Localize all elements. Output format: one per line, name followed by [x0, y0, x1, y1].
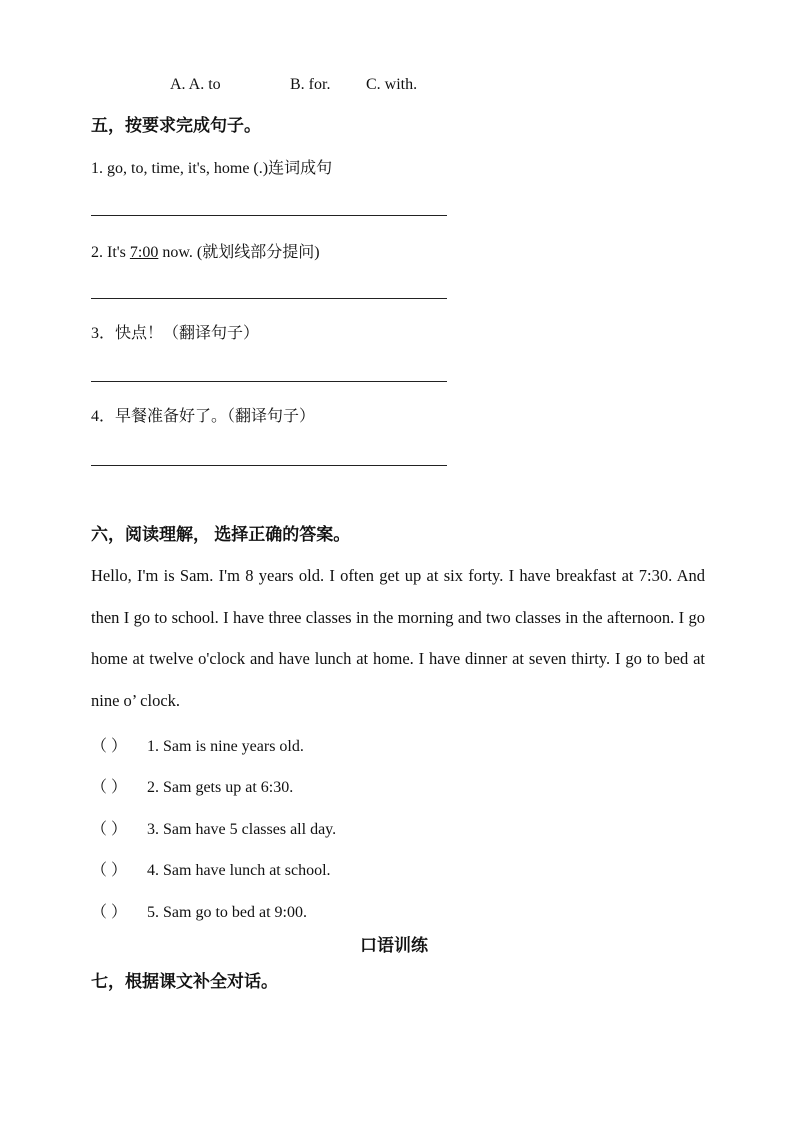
tf-item-4: [91, 857, 331, 880]
answer-line-2: [91, 298, 447, 299]
answer-paren: （ ）: [91, 738, 128, 755]
tf-item-text: 1. Sam is nine years old.: [147, 738, 304, 755]
answer-line-1: [91, 215, 447, 216]
reading-passage: Hello, I'm is Sam. I'm 8 years old. I often get up at six forty. I have breakfast at 7:30. And then I go to school. I have three classes in the morning and two classes in the afternoon. I go home at twelve o'clock and have lunch at home. I have dinner at seven thirty. I go to bed at nine o’ clock.: [91, 566, 705, 710]
section-7-title: 七，根据课文补全对话。: [91, 972, 278, 991]
question-2-suffix: now. (就划线部分提问): [158, 244, 320, 261]
option-b: B. for.: [290, 76, 331, 93]
tf-item-1: [91, 733, 304, 756]
section-5-title: 五，按要求完成句子。: [91, 116, 261, 135]
tf-item-text: 3. Sam have 5 classes all day.: [147, 821, 337, 838]
answer-paren: （ ）: [91, 779, 128, 796]
tf-item-text: 5. Sam go to bed at 9:00.: [147, 904, 307, 921]
question-2: [91, 239, 320, 262]
tf-item-3: [91, 816, 336, 839]
oral-training-title: 口语训练: [360, 936, 428, 955]
question-2-underlined: 7:00: [129, 244, 159, 261]
section-6-title: 六，阅读理解， 选择正确的答案。: [91, 525, 351, 544]
option-c: C. with.: [366, 76, 418, 93]
answer-paren: （ ）: [91, 904, 128, 921]
tf-item-2: [91, 774, 293, 797]
answer-paren: （ ）: [91, 862, 128, 879]
question-2-prefix: 2. It's: [91, 244, 130, 261]
question-1: 1. go, to, time, it's, home (.)连词成句: [91, 160, 333, 177]
answer-paren: （ ）: [91, 821, 128, 838]
tf-item-text: 4. Sam have lunch at school.: [147, 862, 331, 879]
tf-item-5: [91, 899, 307, 922]
option-a: A. A. to: [170, 76, 221, 93]
answer-line-3: [91, 381, 447, 382]
question-4: 4．早餐准备好了。（翻译句子）: [91, 408, 316, 425]
question-3: 3．快点！（翻译句子）: [91, 325, 260, 342]
tf-item-text: 2. Sam gets up at 6:30.: [147, 779, 294, 796]
answer-line-4: [91, 465, 447, 466]
